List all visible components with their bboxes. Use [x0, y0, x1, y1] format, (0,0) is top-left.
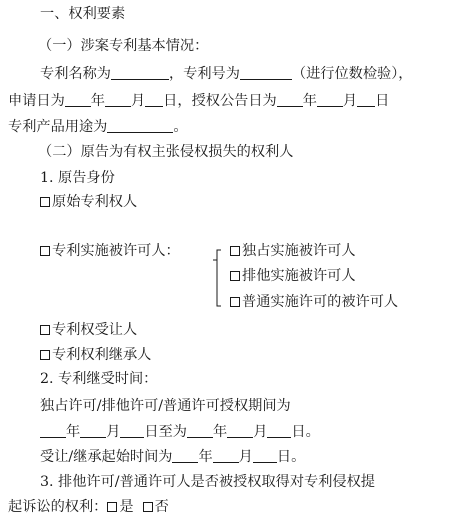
transfer-start-label: 受让/继承起始时间为	[40, 449, 173, 465]
patent-name-blank[interactable]	[111, 65, 169, 80]
option-label: 普通实施许可的被许可人	[242, 294, 399, 310]
day-label: 日	[375, 93, 390, 109]
subsection-heading-1: （一）涉案专利基本情况：	[38, 38, 209, 54]
patent-no-blank[interactable]	[240, 65, 292, 80]
license-period-dates	[40, 422, 320, 442]
checkbox-original-holder[interactable]	[40, 197, 50, 207]
succession-time-title: 2. 专利继受时间：	[40, 371, 158, 387]
option-licensee[interactable]	[40, 241, 180, 261]
option-label: 独占实施被许可人	[242, 243, 356, 259]
option-licensee-sole[interactable]	[230, 266, 356, 286]
option-label: 专利权受让人	[52, 322, 138, 338]
grant-month-blank[interactable]	[317, 92, 343, 107]
from-day-blank[interactable]	[120, 423, 144, 438]
option-label: 排他实施被许可人	[242, 268, 356, 284]
period: 。	[305, 424, 320, 440]
month-label: 月	[238, 449, 253, 465]
use-blank[interactable]	[107, 118, 173, 133]
option-assignee[interactable]	[40, 320, 137, 340]
transfer-day-blank[interactable]	[253, 448, 277, 463]
patent-name-line	[40, 64, 413, 84]
grant-day-blank[interactable]	[357, 92, 375, 107]
from-year-blank[interactable]	[40, 423, 66, 438]
subsection-heading-2: （二）原告为有权主张侵权损失的权利人	[38, 144, 294, 160]
dates-line	[8, 91, 389, 111]
day-label: 日	[291, 424, 306, 440]
checkbox-licensee-sole[interactable]	[230, 271, 240, 281]
option-heir[interactable]	[40, 345, 151, 365]
identity-title: 1. 原告身份	[40, 170, 115, 186]
option-label: 专利实施被许可人：	[52, 243, 180, 259]
option-licensee-ordinary[interactable]	[230, 292, 398, 312]
option-original-holder[interactable]	[40, 192, 137, 212]
year-label: 年	[66, 424, 81, 440]
checkbox-yes[interactable]	[107, 502, 117, 512]
period: 。	[291, 449, 306, 465]
grant-date-label: ，授权公告日为	[177, 93, 277, 109]
option-yes[interactable]	[107, 499, 133, 515]
section-heading: 一、权利要素	[40, 6, 126, 22]
year-label: 年	[302, 93, 317, 109]
apply-year-blank[interactable]	[65, 92, 91, 107]
checkbox-heir[interactable]	[40, 350, 50, 360]
checkbox-assignee[interactable]	[40, 325, 50, 335]
checkbox-licensee[interactable]	[40, 246, 50, 256]
license-period-label: 独占许可/排他许可/普通许可授权期间为	[40, 398, 291, 414]
checkbox-licensee-exclusive[interactable]	[230, 246, 240, 256]
transfer-month-blank[interactable]	[213, 448, 239, 463]
month-label: 月	[342, 93, 358, 109]
day-label: 日	[276, 449, 292, 465]
patent-no-label: ，专利号为	[168, 66, 240, 82]
to-day-blank[interactable]	[267, 423, 291, 438]
year-label: 年	[198, 449, 213, 465]
option-no[interactable]	[143, 499, 169, 515]
option-label: 专利权利继承人	[52, 347, 152, 363]
option-label: 是	[119, 499, 134, 515]
checkbox-licensee-ordinary[interactable]	[230, 297, 240, 307]
month-label: 月	[130, 93, 146, 109]
day-label: 日	[163, 93, 178, 109]
year-label: 年	[212, 424, 228, 440]
grant-year-blank[interactable]	[277, 92, 303, 107]
period: 。	[173, 119, 188, 135]
option-label: 否	[154, 499, 169, 515]
use-label: 专利产品用途为	[8, 119, 108, 135]
date-to-label: 日至为	[144, 424, 187, 440]
transfer-year-blank[interactable]	[172, 448, 198, 463]
month-label: 月	[106, 424, 121, 440]
apply-day-blank[interactable]	[145, 92, 163, 107]
option-label: 原始专利权人	[52, 194, 138, 210]
sole-question: 3. 排他许可/普通许可人是否被授权取得对专利侵权提	[40, 474, 375, 490]
sole-question-answer	[8, 497, 169, 517]
use-line	[8, 117, 188, 137]
apply-date-label: 申请日为	[8, 93, 65, 109]
from-month-blank[interactable]	[80, 423, 106, 438]
year-label: 年	[90, 93, 105, 109]
option-licensee-exclusive[interactable]	[230, 241, 356, 261]
transfer-start-line	[40, 447, 305, 467]
patent-name-label: 专利名称为	[40, 66, 111, 82]
month-label: 月	[253, 424, 268, 440]
to-year-blank[interactable]	[187, 423, 213, 438]
check-digit-note: （进行位数检验），	[291, 66, 413, 82]
checkbox-no[interactable]	[143, 502, 153, 512]
to-month-blank[interactable]	[227, 423, 253, 438]
sole-question-cont: 起诉讼的权利：	[8, 499, 108, 515]
brace-bracket	[212, 248, 222, 310]
apply-month-blank[interactable]	[105, 92, 131, 107]
